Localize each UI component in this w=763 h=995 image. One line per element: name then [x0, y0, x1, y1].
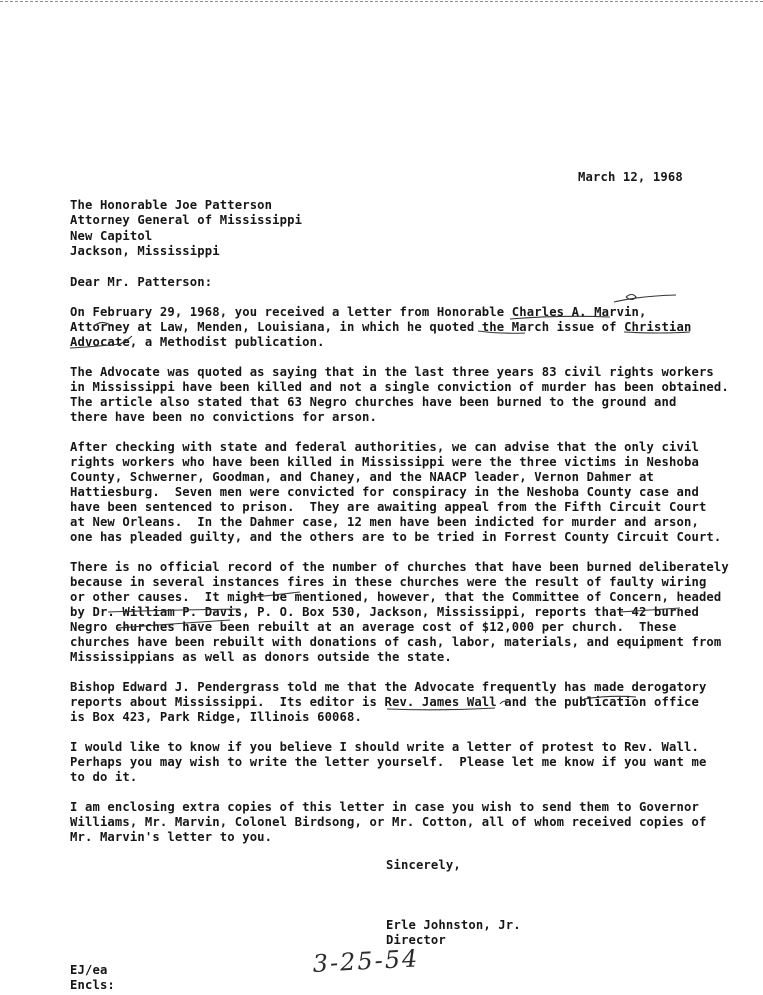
address-line: New Capitol [70, 229, 153, 243]
body-line: Williams, Mr. Marvin, Colonel Birdsong, or Mr. Cotton, all of whom received copies of [70, 815, 707, 829]
body-line: there have been no convictions for arson. [70, 410, 377, 424]
body-line: Advocate, a Methodist publication. [70, 335, 325, 349]
body-line: at New Orleans. In the Dahmer case, 12 men have been indicted for murder and arson, [70, 515, 699, 529]
body-line: Negro churches have been rebuilt at an average cost of $12,000 per church. These [70, 620, 677, 634]
letter-date: March 12, 1968 [578, 170, 683, 184]
body-line: Hattiesburg. Seven men were convicted for conspiracy in the Neshoba County case and [70, 485, 699, 499]
body-line: County, Schwerner, Goodman, and Chaney, and the NAACP leader, Vernon Dahmer at [70, 470, 655, 484]
body-line: I am enclosing extra copies of this letter in case you wish to send them to Governor [70, 800, 699, 814]
body-line: or other causes. It might be mentioned, however, that the Committee of Concern, headed [70, 590, 722, 604]
body-line: in Mississippi have been killed and not a single conviction of murder has been obtained. [70, 380, 729, 394]
body-line: Perhaps you may wish to write the letter yourself. Please let me know if you want me [70, 755, 707, 769]
body-line: Bishop Edward J. Pendergrass told me that the Advocate frequently has made derogatory [70, 680, 707, 694]
body-line: churches have been rebuilt with donations of cash, labor, materials, and equipment from [70, 635, 722, 649]
salutation: Dear Mr. Patterson: [70, 275, 213, 289]
body-line: There is no official record of the number of churches that have been burned deliberately [70, 560, 729, 574]
body-line: Mr. Marvin's letter to you. [70, 830, 273, 844]
body-line: The article also stated that 63 Negro churches have been burned to the ground and [70, 395, 677, 409]
address-line: The Honorable Joe Patterson [70, 198, 273, 212]
body-line: Attorney at Law, Menden, Louisiana, in which he quoted the March issue of Christian [70, 320, 692, 334]
body-line: is Box 423, Park Ridge, Illinois 60068. [70, 710, 363, 724]
body-line: by Dr. William P. Davis, P. O. Box 530, Jackson, Mississippi, reports that 42 burned [70, 605, 699, 619]
address-line: Attorney General of Mississippi [70, 213, 303, 227]
body-line: rights workers who have been killed in Mississippi were the three victims in Neshoba [70, 455, 699, 469]
handwritten-note: 3-25-54 [312, 944, 420, 978]
body-line: one has pleaded guilty, and the others are to be tried in Forrest County Circuit Court. [70, 530, 722, 544]
body-line: On February 29, 1968, you received a letter from Honorable Charles A. Marvin, [70, 305, 647, 319]
body-line: I would like to know if you believe I should write a letter of protest to Rev. Wall. [70, 740, 699, 754]
body-line: to do it. [70, 770, 138, 784]
body-line: After checking with state and federal authorities, we can advise that the only civil [70, 440, 699, 454]
address-line: Jackson, Mississippi [70, 244, 220, 258]
body-line: reports about Mississippi. Its editor is Rev. James Wall and the publication office [70, 695, 699, 709]
body-line: have been sentenced to prison. They are awaiting appeal from the Fifth Circuit Court [70, 500, 707, 514]
closing: Sincerely, [386, 858, 461, 872]
signer-title: Director [386, 933, 446, 947]
body-line: Mississippians as well as donors outside the state. [70, 650, 452, 664]
typist-initials: EJ/ea [70, 963, 108, 977]
signer-name: Erle Johnston, Jr. [386, 918, 521, 932]
body-line: The Advocate was quoted as saying that in the last three years 83 civil rights workers [70, 365, 714, 379]
body-line: because in several instances fires in these churches were the result of faulty wiring [70, 575, 707, 589]
enclosure-notation: Encls: [70, 978, 115, 992]
